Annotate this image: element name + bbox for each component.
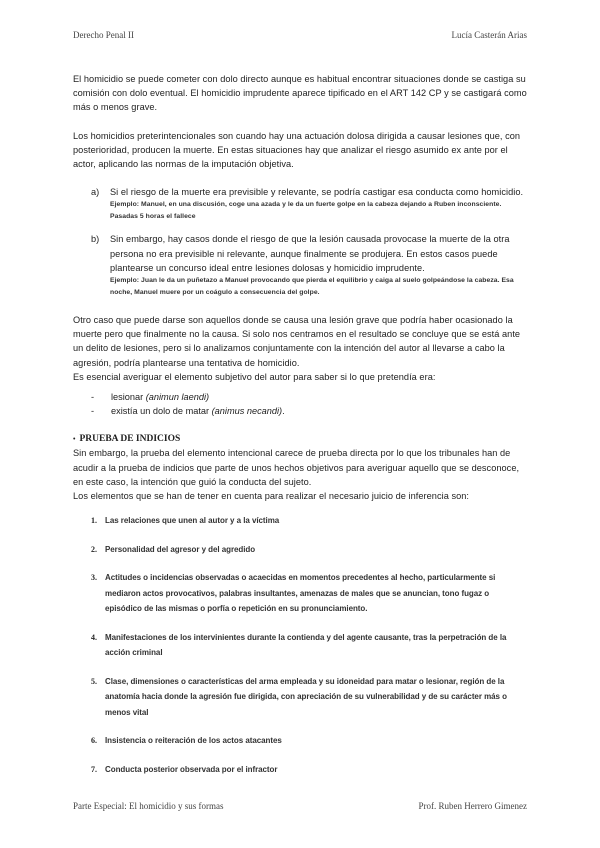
- paragraph-elemento-subjetivo: Es esencial averiguar el elemento subjetivo del autor para saber si lo que pretendía era:: [73, 371, 436, 382]
- page-footer: [73, 801, 527, 811]
- header-course: Derecho Penal II: [73, 30, 134, 40]
- case-list: [73, 185, 528, 299]
- list-number: 7.: [91, 764, 97, 774]
- list-number: 1.: [91, 516, 97, 526]
- paragraph-lesion-grave: Otro caso que puede darse son aquellos donde se causa una lesión grave que podría haber ocasionado la muerte pero que finalmente no la causa. Si solo nos centramos en el resultado se concluye que se está ante un delito de lesiones, pero si lo analizamos conjuntamente con la intención del autor al llevarse a cabo la agresión, podría plantearse una tentativa de homicidio.: [73, 315, 521, 368]
- paragraph-prueba-indicios: Sin embargo, la prueba del elemento intencional carece de prueba directa por lo que los tribunales han de acudir a la prueba de indicios que parte de unos hechos objetivos para averiguar aquello que se desconoce, en este caso, la intención que guió la conducta del sujeto.: [73, 448, 520, 487]
- list-item: [73, 733, 528, 749]
- case-label: a): [91, 187, 100, 198]
- list-text: Manifestaciones de los intervinientes durante la contienda y del agente causante, tras la perpetración de la acción criminal: [105, 632, 507, 658]
- case-example: Ejemplo: Manuel, en una discusión, coge una azada y le da un fuerte golpe en la cabeza dejando a Ruben inconsciente. Pasadas 5 horas el fallece: [110, 201, 502, 221]
- case-item: [73, 232, 528, 299]
- footer-topic: Parte Especial: El homicidio y sus formas: [73, 801, 224, 811]
- header-author: Lucía Casterán Arias: [451, 30, 527, 40]
- dash-marker: -: [91, 406, 95, 417]
- case-label: b): [91, 234, 100, 245]
- list-text: Personalidad del agresor y del agredido: [105, 544, 256, 554]
- elements-list: [73, 513, 528, 777]
- footer-professor: Prof. Ruben Herrero Gimenez: [418, 801, 527, 811]
- list-text: Clase, dimensiones o características del arma empleada y su idoneidad para matar o lesionar, región de la anatomía hacia donde la agresión fue dirigida, con apreciación de su vulnerabilidad y de su carácter más o menos vital: [105, 676, 507, 717]
- case-item: [73, 185, 528, 223]
- case-text: Sin embargo, hay casos donde el riesgo de que la lesión causada provocase la muerte de la otra persona no era previsible ni relevante, aunque finalmente se produjera. En estos casos puede plantearse un concurso ideal entre lesiones dolosas y homicidio imprudente.: [110, 234, 510, 273]
- list-text: Actitudes o incidencias observadas o acaecidas en momentos precedentes al hecho, particularmente si mediaron actos provocativos, palabras insultantes, amenazas de males que se anuncian, tono fugaz o episódico de las mismas o porfía o repetición en su pronunciamiento.: [105, 573, 496, 614]
- paragraph-intro: El homicidio se puede cometer con dolo directo aunque es habitual encontrar situaciones donde se castiga su comisión con dolo eventual. El homicidio imprudente aparece tipificado en el ART 142 CP y se castigará como más o menos grave.: [73, 74, 527, 113]
- list-number: 5.: [91, 676, 97, 686]
- list-item: [73, 570, 528, 617]
- list-text: Insistencia o reiteración de los actos atacantes: [105, 736, 282, 746]
- list-item: [73, 630, 528, 661]
- list-text: Conducta posterior observada por el infractor: [105, 764, 278, 774]
- paragraph-elementos: Los elementos que se han de tener en cuenta para realizar el necesario juicio de inferencia son:: [73, 491, 470, 502]
- list-item: [73, 542, 528, 558]
- bullet-icon: •: [73, 435, 76, 444]
- dash-marker: -: [91, 392, 95, 403]
- list-item: [73, 513, 528, 529]
- page-content: [73, 72, 528, 790]
- case-example: Ejemplo: Juan le da un puñetazo a Manuel provocando que pierda el equilibrio y caiga al suelo golpeándose la cabeza. Esa noche, Manuel muere por un coágulo a consecuencia del golpe.: [110, 277, 514, 297]
- list-item: [73, 674, 528, 721]
- list-number: 6.: [91, 736, 97, 746]
- list-item: [73, 762, 528, 778]
- intent-item: [91, 404, 528, 418]
- intent-latin: (animus necandi): [211, 406, 283, 417]
- list-number: 3.: [91, 573, 97, 583]
- intent-suffix: .: [282, 406, 285, 417]
- case-text: Si el riesgo de la muerte era previsible y relevante, se podría castigar esa conducta como homicidio.: [110, 187, 524, 198]
- list-number: 2.: [91, 544, 97, 554]
- section-heading: [73, 432, 528, 446]
- list-number: 4.: [91, 632, 97, 642]
- section-title: PRUEBA DE INDICIOS: [79, 434, 181, 445]
- page-header: [73, 30, 527, 40]
- list-text: Las relaciones que unen al autor y a la víctima: [105, 516, 280, 526]
- intent-text: lesionar: [111, 392, 146, 403]
- intent-list: [91, 390, 528, 418]
- intent-item: [91, 390, 528, 404]
- paragraph-preterintencional: Los homicidios preterintencionales son cuando hay una actuación dolosa dirigida a causar lesiones que, con posterioridad, producen la muerte. En estas situaciones hay que analizar el riesgo asumido ex ante por el actor, aplicando las normas de la imputación objetiva.: [73, 130, 521, 170]
- intent-text: existía un dolo de matar: [111, 406, 212, 417]
- intent-latin: (animun laendi): [145, 392, 210, 403]
